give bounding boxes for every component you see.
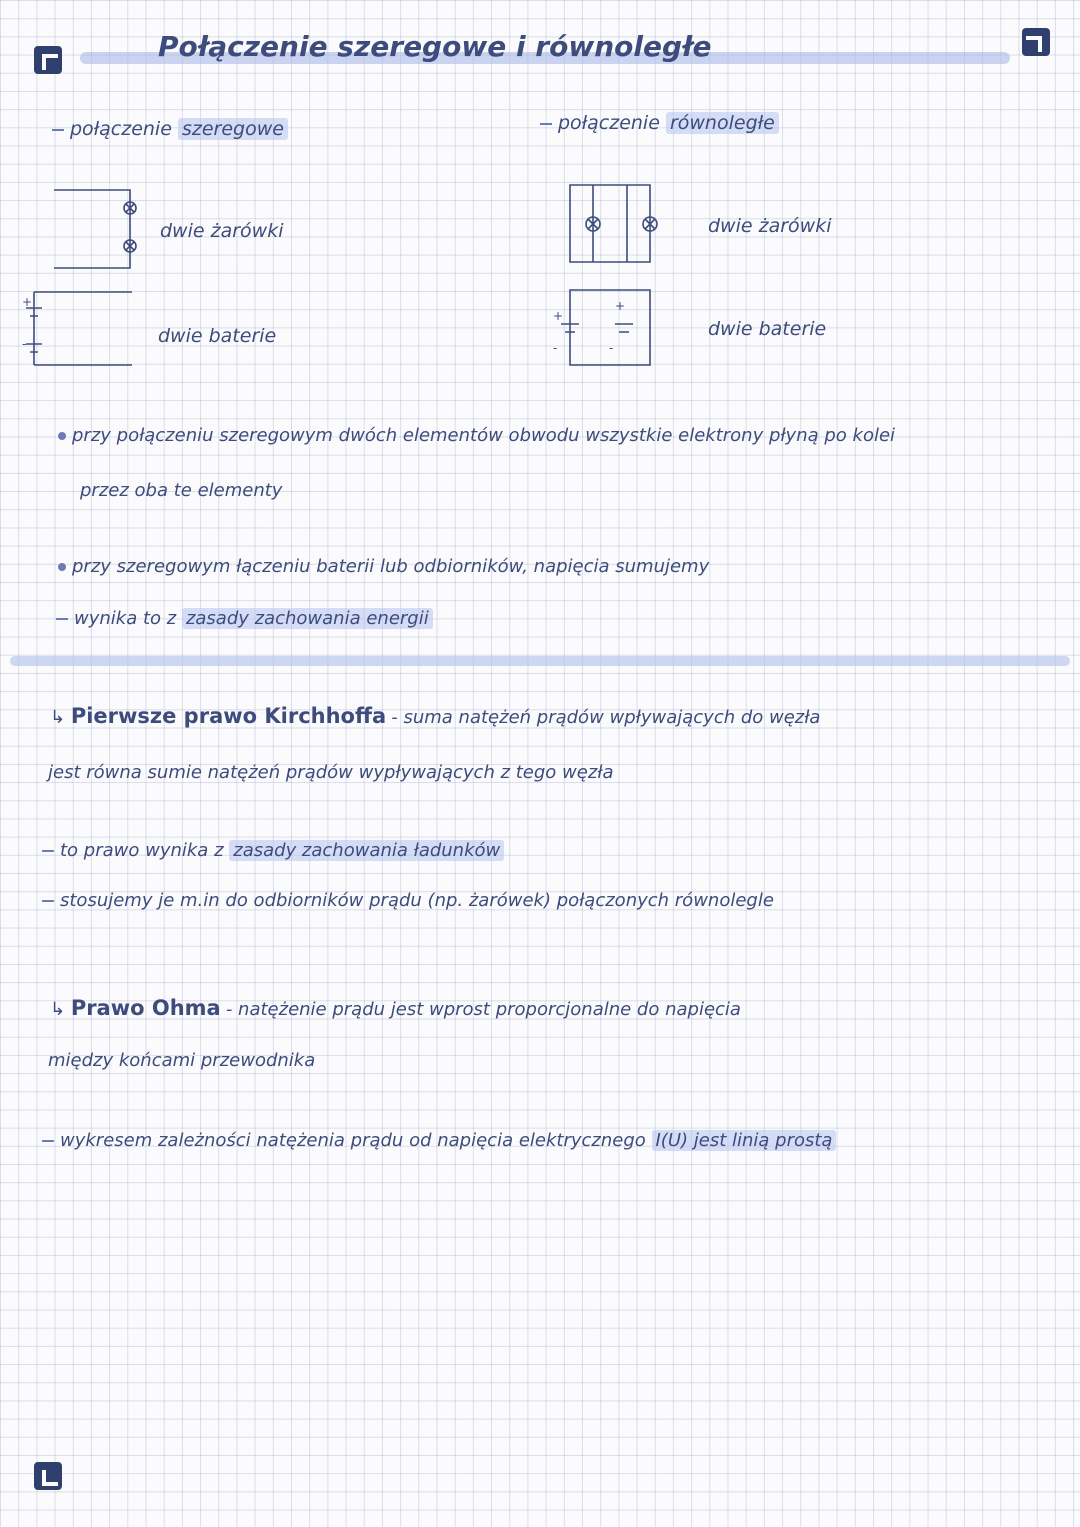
note-energy-conservation: wynika to z zasady zachowania energii — [56, 608, 433, 629]
linear-highlight: I(U) jest linią prostą — [652, 1130, 837, 1151]
series-batteries-label: dwie baterie — [158, 325, 277, 347]
dash-marker — [42, 900, 54, 902]
parallel-bulbs-label: dwie żarówki — [708, 215, 832, 237]
series-bulbs-label: dwie żarówki — [160, 220, 284, 242]
kirchhoff-note-usage: stosujemy je m.in do odbiorników prądu (np. żarówek) połączonych równolegle — [42, 890, 774, 911]
kirchhoff-law: ↳ Pierwsze prawo Kirchhoffa - suma natężeń prądów wpływających do węzła — [50, 704, 821, 728]
series-heading: połączenie szeregowe — [52, 118, 288, 140]
charge-highlight: zasady zachowania ładunków — [229, 840, 504, 861]
note-series-electrons: przy połączeniu szeregowym dwóch elementów obwodu wszystkie elektrony płyną po kolei — [58, 425, 895, 446]
bullet-dot — [58, 432, 66, 440]
ohm-definition-cont: między końcami przewodnika — [48, 1050, 316, 1071]
series-highlight: szeregowe — [178, 118, 288, 140]
svg-text:+: + — [615, 299, 626, 313]
section-divider — [10, 656, 1070, 666]
parallel-batteries-label: dwie baterie — [708, 318, 827, 340]
dash-marker — [42, 1140, 54, 1142]
arrow-marker: ↳ — [50, 999, 71, 1020]
parallel-circuit-diagram — [545, 180, 675, 370]
corner-mark-top-right — [1022, 28, 1050, 56]
dash-marker — [540, 123, 552, 125]
svg-text:-: - — [22, 337, 27, 351]
arrow-marker: ↳ — [50, 707, 71, 728]
parallel-highlight: równoległe — [666, 112, 779, 134]
energy-highlight: zasady zachowania energii — [182, 608, 433, 629]
note-series-electrons-cont: przez oba te elementy — [80, 480, 283, 501]
svg-text:+: + — [553, 309, 564, 323]
kirchhoff-note-charge: to prawo wynika z zasady zachowania ładunków — [42, 840, 504, 861]
page-title: Połączenie szeregowe i równoległe — [158, 30, 712, 63]
bullet-dot — [58, 563, 66, 571]
dash-marker — [56, 618, 68, 620]
dash-marker — [42, 850, 54, 852]
kirchhoff-definition-cont: jest równa sumie natężeń prądów wypływających z tego węzła — [48, 762, 614, 783]
svg-text:-: - — [553, 341, 558, 355]
note-voltage-sum: przy szeregowym łączeniu baterii lub odbiorników, napięcia sumujemy — [58, 556, 709, 577]
corner-mark-top-left — [34, 46, 62, 74]
dash-marker — [52, 129, 64, 131]
ohm-note-graph: wykresem zależności natężenia prądu od napięcia elektrycznego I(U) jest linią prostą — [42, 1130, 836, 1151]
corner-mark-bottom-left — [34, 1462, 62, 1490]
parallel-heading: połączenie równoległe — [540, 112, 779, 134]
ohm-law: ↳ Prawo Ohma - natężenie prądu jest wprost proporcjonalne do napięcia — [50, 996, 741, 1020]
series-circuit-diagram — [20, 180, 150, 370]
svg-text:-: - — [609, 341, 614, 355]
svg-text:+: + — [22, 295, 33, 309]
